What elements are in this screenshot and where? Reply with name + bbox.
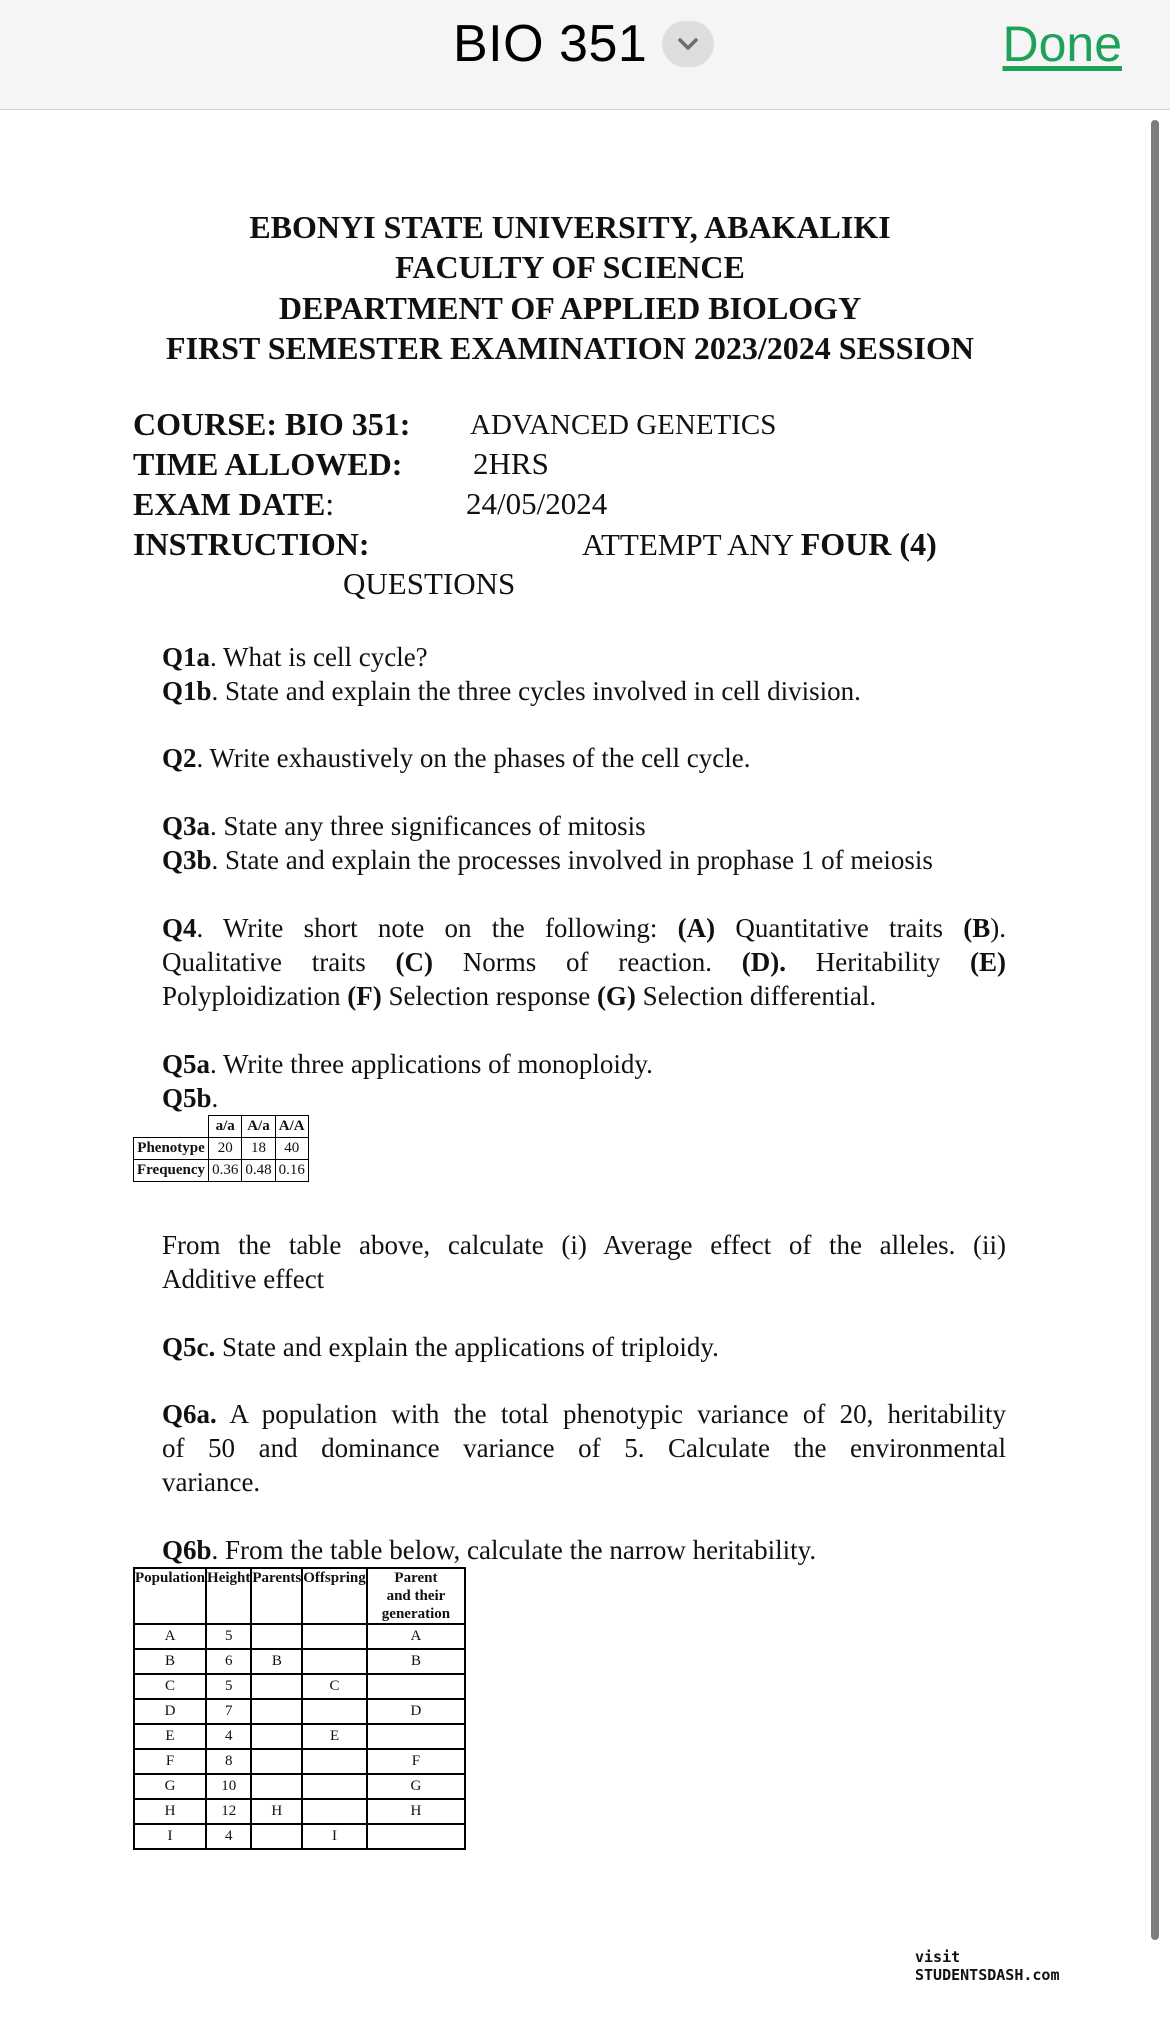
- table-cell: 20: [209, 1138, 242, 1160]
- table-row: [134, 1724, 465, 1749]
- scrollbar[interactable]: [1151, 120, 1159, 1940]
- time-label: TIME ALLOWED:: [133, 446, 403, 482]
- table-cell: A: [134, 1624, 206, 1649]
- time-value: 2HRS: [473, 446, 549, 481]
- q3b-number: Q3b: [162, 845, 212, 875]
- table-cell: I: [134, 1824, 206, 1849]
- table-cell: D: [134, 1699, 206, 1724]
- table-header-row: [134, 1568, 465, 1624]
- header-examination: FIRST SEMESTER EXAMINATION 2023/2024 SESSION: [166, 330, 974, 366]
- course-label: COURSE: BIO 351:: [133, 406, 411, 442]
- table-row: [134, 1674, 465, 1699]
- table-cell: [302, 1774, 367, 1799]
- table-cell: B: [134, 1649, 206, 1674]
- table-row: [134, 1649, 465, 1674]
- table-cell: G: [367, 1774, 465, 1799]
- q3a-number: Q3a: [162, 811, 211, 841]
- q6b-number: Q6b: [162, 1535, 212, 1565]
- question-q5b: [162, 1081, 1006, 1115]
- table-cell: A: [367, 1624, 465, 1649]
- q4-item-f: (F): [347, 981, 382, 1011]
- table-cell: 5: [206, 1674, 251, 1699]
- q4-text: ).: [990, 913, 1006, 943]
- table-cell: G: [134, 1774, 206, 1799]
- q3b-text: . State and explain the processes involved in prophase 1 of meiosis: [211, 845, 933, 875]
- table-cell: [251, 1624, 302, 1649]
- q1b-number: Q1b: [162, 676, 212, 706]
- table-cell: I: [302, 1824, 367, 1849]
- table-row-label: Frequency: [134, 1160, 209, 1182]
- table-cell: 0.48: [242, 1160, 275, 1182]
- table-row-label: Phenotype: [134, 1138, 209, 1160]
- q4-number: Q4: [162, 913, 197, 943]
- instruction-value: [582, 524, 937, 565]
- table-cell: [251, 1774, 302, 1799]
- q5c-text: State and explain the applications of triploidy.: [215, 1332, 719, 1362]
- table-header-cell: Population: [134, 1568, 206, 1624]
- q4-item-e: (E): [970, 947, 1007, 977]
- table-cell: [251, 1724, 302, 1749]
- question-q4-line1: [162, 911, 1006, 945]
- table-cell: [302, 1799, 367, 1824]
- table-header-cell: Parent and their generation: [367, 1568, 465, 1624]
- table-cell: 18: [242, 1138, 275, 1160]
- table-cell: 4: [206, 1824, 251, 1849]
- header-faculty: FACULTY OF SCIENCE: [395, 249, 745, 285]
- table-cell: [367, 1824, 465, 1849]
- q5a-number: Q5a: [162, 1049, 211, 1079]
- q1a-number: Q1a: [162, 642, 211, 672]
- date-label-colon: :: [325, 486, 335, 522]
- question-q4-line3: [162, 979, 1006, 1013]
- q4-text: Qualitative traits: [162, 947, 396, 977]
- table-header-cell: A/A: [275, 1116, 308, 1138]
- table-cell: C: [302, 1674, 367, 1699]
- q4-text: Quantitative traits: [715, 913, 964, 943]
- q4-item-b: (B: [963, 913, 991, 943]
- table-cell: 12: [206, 1799, 251, 1824]
- q5b-text: .: [211, 1083, 219, 1113]
- table-header-cell: Height: [206, 1568, 251, 1624]
- q3a-text: . State any three significances of mitosis: [210, 811, 646, 841]
- table-row: [134, 1799, 465, 1824]
- date-label-text: EXAM DATE: [133, 486, 326, 522]
- q6a-text: A population with the total phenotypic variance of 20, heritability: [216, 1399, 1006, 1429]
- q4-item-g: (G): [596, 981, 636, 1011]
- table-row: [134, 1160, 309, 1182]
- q1a-text: . What is cell cycle?: [210, 642, 428, 672]
- table-cell: 8: [206, 1749, 251, 1774]
- date-value: 24/05/2024: [466, 486, 608, 521]
- table-cell: 7: [206, 1699, 251, 1724]
- table-cell: F: [367, 1749, 465, 1774]
- question-q1b: [162, 674, 1006, 708]
- q4-item-a: (A): [677, 913, 716, 943]
- table-row: [134, 1824, 465, 1849]
- table-row: [134, 1749, 465, 1774]
- question-q5a: [162, 1047, 1006, 1081]
- table-cell: [302, 1749, 367, 1774]
- q4-item-c: (C): [395, 947, 433, 977]
- table-row: [134, 1774, 465, 1799]
- q4-text: Norms of reaction.: [432, 947, 742, 977]
- instruction-count: FOUR (4): [800, 526, 937, 562]
- question-q5b-text-line2: Additive effect: [162, 1264, 325, 1294]
- table-row: [134, 1699, 465, 1724]
- question-q5b-text-line1: From the table above, calculate (i) Average effect of the alleles. (ii): [162, 1230, 1006, 1260]
- q4-text: . Write short note on the following:: [196, 913, 678, 943]
- done-button[interactable]: Done: [1002, 16, 1122, 72]
- table-cell: B: [251, 1649, 302, 1674]
- table-row: [134, 1116, 309, 1138]
- q2-text: . Write exhaustively on the phases of the cell cycle.: [196, 743, 751, 773]
- table-cell: H: [134, 1799, 206, 1824]
- q6b-text: . From the table below, calculate the narrow heritability.: [211, 1535, 817, 1565]
- table-cell: [251, 1749, 302, 1774]
- table-cell: 4: [206, 1724, 251, 1749]
- table-cell: 5: [206, 1624, 251, 1649]
- table-cell: 10: [206, 1774, 251, 1799]
- table-cell: [251, 1699, 302, 1724]
- table-header-cell: A/a: [242, 1116, 275, 1138]
- question-q6a-line1: [162, 1397, 1006, 1431]
- date-label: [133, 484, 334, 524]
- table-cell: E: [134, 1724, 206, 1749]
- q1b-text: . State and explain the three cycles involved in cell division.: [211, 676, 861, 706]
- table-cell: D: [367, 1699, 465, 1724]
- header-university: EBONYI STATE UNIVERSITY, ABAKALIKI: [249, 209, 891, 245]
- table-row: [134, 1138, 309, 1160]
- q2-number: Q2: [162, 743, 197, 773]
- q6a-number: Q6a.: [162, 1399, 217, 1429]
- table-header-cell: [134, 1116, 209, 1138]
- question-q3b: [162, 843, 1006, 877]
- table-body: [134, 1624, 465, 1849]
- genotype-table: [133, 1115, 309, 1182]
- table-cell: [302, 1699, 367, 1724]
- table-cell: 0.36: [209, 1160, 242, 1182]
- question-q3a: [162, 809, 1006, 843]
- watermark: visit STUDENTSDASH.com: [915, 1948, 1060, 1984]
- table-cell: 40: [275, 1138, 308, 1160]
- table-cell: H: [251, 1799, 302, 1824]
- viewer-toolbar: [0, 0, 1170, 110]
- table-header-cell: a/a: [209, 1116, 242, 1138]
- table-cell: 6: [206, 1649, 251, 1674]
- q4-text: Selection response: [381, 981, 597, 1011]
- table-row: [134, 1624, 465, 1649]
- question-q5c: [162, 1330, 1006, 1364]
- table-cell: F: [134, 1749, 206, 1774]
- instruction-label: INSTRUCTION:: [133, 526, 370, 562]
- table-cell: [367, 1724, 465, 1749]
- instruction-continued: QUESTIONS: [343, 566, 516, 601]
- header-department: DEPARTMENT OF APPLIED BIOLOGY: [278, 290, 862, 326]
- q4-item-d: (D).: [741, 947, 786, 977]
- table-cell: [251, 1674, 302, 1699]
- question-q6b: [162, 1533, 1006, 1567]
- question-q6a-line3: variance.: [162, 1467, 261, 1497]
- table-cell: E: [302, 1724, 367, 1749]
- table-cell: C: [134, 1674, 206, 1699]
- question-q4-line2: [162, 945, 1006, 979]
- q5c-number: Q5c.: [162, 1332, 216, 1362]
- q4-text: Selection differential.: [635, 981, 877, 1011]
- table-cell: [367, 1674, 465, 1699]
- document-title[interactable]: BIO 351: [453, 15, 648, 73]
- table-cell: [302, 1624, 367, 1649]
- instruction-pre: ATTEMPT ANY: [582, 527, 793, 562]
- q5a-text: . Write three applications of monoploidy.: [210, 1049, 653, 1079]
- table-header-cell: Parents: [251, 1568, 302, 1624]
- table-header-cell: Offspring: [302, 1568, 367, 1624]
- question-q2: [162, 741, 1006, 775]
- question-q6a-line2: of 50 and dominance variance of 5. Calculate the environmental: [162, 1433, 1006, 1463]
- table-cell: B: [367, 1649, 465, 1674]
- course-value: ADVANCED GENETICS: [470, 409, 777, 441]
- title-menu-button[interactable]: [662, 21, 714, 67]
- table-cell: [251, 1824, 302, 1849]
- chevron-down-icon: [676, 36, 700, 52]
- table-cell: 0.16: [275, 1160, 308, 1182]
- q4-text: Heritability: [786, 947, 971, 977]
- question-q1a: [162, 640, 1006, 674]
- q4-text: Polyploidization: [162, 981, 348, 1011]
- q5b-number: Q5b: [162, 1083, 212, 1113]
- table-cell: H: [367, 1799, 465, 1824]
- heritability-table: [133, 1567, 466, 1850]
- table-cell: [302, 1649, 367, 1674]
